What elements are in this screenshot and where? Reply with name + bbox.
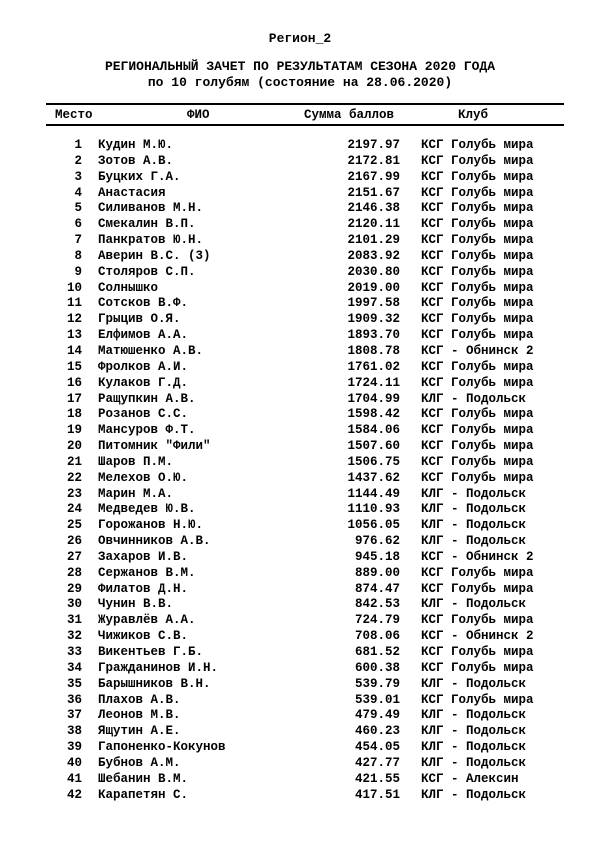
table-row	[0, 566, 600, 582]
place-cell: 39	[66, 740, 82, 755]
header-rule	[46, 124, 564, 126]
place-cell: 30	[66, 597, 82, 612]
name-cell: Мелехов О.Ю.	[98, 470, 189, 485]
name-cell: Аверин В.С. (3)	[98, 248, 211, 263]
place-cell: 9	[74, 264, 82, 279]
table-row	[0, 344, 600, 360]
sum-cell: 2167.99	[347, 169, 400, 184]
place-cell: 27	[66, 549, 82, 564]
name-cell: Панкратов Ю.Н.	[98, 233, 204, 248]
sum-cell: 1056.05	[347, 518, 400, 533]
club-cell: КСГ Голубь мира	[421, 454, 534, 469]
sum-cell: 2019.00	[347, 280, 400, 295]
sum-cell: 600.38	[354, 660, 400, 675]
club-cell: КЛГ - Подольск	[421, 787, 527, 802]
header-place: Место	[55, 108, 93, 122]
table-row	[0, 201, 600, 217]
name-cell: Солнышко	[98, 280, 159, 295]
club-cell: КСГ Голубь мира	[421, 375, 534, 390]
table-row	[0, 170, 600, 186]
table-row	[0, 138, 600, 154]
club-cell: КСГ Голубь мира	[421, 359, 534, 374]
club-cell: КЛГ - Подольск	[421, 534, 527, 549]
table-row	[0, 455, 600, 471]
place-cell: 10	[66, 280, 82, 295]
club-cell: КСГ Голубь мира	[421, 138, 534, 152]
table-row	[0, 613, 600, 629]
sum-cell: 1893.70	[347, 328, 400, 343]
club-cell: КСГ Голубь мира	[421, 407, 534, 422]
sum-cell: 2197.97	[347, 138, 400, 152]
sum-cell: 2120.11	[347, 217, 400, 232]
name-cell: Буцких Г.А.	[98, 169, 181, 184]
place-cell: 5	[74, 201, 82, 216]
sum-cell: 842.53	[354, 597, 400, 612]
header-club: Клуб	[458, 108, 489, 122]
results-table	[0, 138, 600, 803]
table-row	[0, 233, 600, 249]
club-cell: КСГ Голубь мира	[421, 153, 534, 168]
place-cell: 3	[74, 169, 82, 184]
sum-cell: 1437.62	[347, 470, 400, 485]
sum-cell: 2172.81	[347, 153, 400, 168]
name-cell: Розанов С.С.	[98, 407, 189, 422]
name-cell: Барышников В.Н.	[98, 676, 211, 691]
name-cell: Чунин В.В.	[98, 597, 174, 612]
place-cell: 15	[66, 359, 82, 374]
sum-cell: 2030.80	[347, 264, 400, 279]
club-cell: КСГ - Алексин	[421, 771, 519, 786]
table-row	[0, 534, 600, 550]
table-row	[0, 360, 600, 376]
table-row	[0, 217, 600, 233]
sum-cell: 708.06	[354, 629, 400, 644]
club-cell: КСГ - Обнинск 2	[421, 549, 534, 564]
table-row	[0, 693, 600, 709]
club-cell: КСГ Голубь мира	[421, 296, 534, 311]
name-cell: Бубнов А.М.	[98, 755, 181, 770]
place-cell: 11	[66, 296, 82, 311]
name-cell: Фролков А.И.	[98, 359, 189, 374]
sum-cell: 1761.02	[347, 359, 400, 374]
sum-cell: 1808.78	[347, 343, 400, 358]
name-cell: Захаров И.В.	[98, 549, 189, 564]
place-cell: 35	[66, 676, 82, 691]
place-cell: 41	[66, 771, 82, 786]
name-cell: Столяров С.П.	[98, 264, 196, 279]
club-cell: КСГ Голубь мира	[421, 233, 534, 248]
sum-cell: 1507.60	[347, 439, 400, 454]
place-cell: 6	[74, 217, 82, 232]
sum-cell: 417.51	[354, 787, 400, 802]
table-row	[0, 597, 600, 613]
sum-cell: 724.79	[354, 613, 400, 628]
table-row	[0, 376, 600, 392]
club-cell: КЛГ - Подольск	[421, 518, 527, 533]
place-cell: 12	[66, 312, 82, 327]
table-row	[0, 661, 600, 677]
name-cell: Шаров П.М.	[98, 454, 174, 469]
name-cell: Кулаков Г.Д.	[98, 375, 189, 390]
sum-cell: 1584.06	[347, 423, 400, 438]
name-cell: Медведев Ю.В.	[98, 502, 196, 517]
place-cell: 42	[66, 787, 82, 802]
place-cell: 23	[66, 486, 82, 501]
top-rule	[46, 103, 564, 105]
club-cell: КЛГ - Подольск	[421, 708, 527, 723]
name-cell: Гапоненко-Кокунов	[98, 740, 226, 755]
table-row	[0, 788, 600, 804]
table-row	[0, 487, 600, 503]
sum-cell: 1909.32	[347, 312, 400, 327]
place-cell: 26	[66, 534, 82, 549]
table-row	[0, 471, 600, 487]
club-cell: КЛГ - Подольск	[421, 502, 527, 517]
club-cell: КСГ - Обнинск 2	[421, 343, 534, 358]
table-row	[0, 724, 600, 740]
place-cell: 31	[66, 613, 82, 628]
name-cell: Питомник "Фили"	[98, 439, 211, 454]
sum-cell: 945.18	[354, 549, 400, 564]
place-cell: 36	[66, 692, 82, 707]
name-cell: Плахов А.В.	[98, 692, 181, 707]
club-cell: КСГ Голубь мира	[421, 692, 534, 707]
table-row	[0, 423, 600, 439]
table-row	[0, 550, 600, 566]
table-row	[0, 740, 600, 756]
place-cell: 25	[66, 518, 82, 533]
name-cell: Грыцив О.Я.	[98, 312, 181, 327]
sum-cell: 1598.42	[347, 407, 400, 422]
sum-cell: 539.79	[354, 676, 400, 691]
sum-cell: 2101.29	[347, 233, 400, 248]
club-cell: КЛГ - Подольск	[421, 676, 527, 691]
name-cell: Филатов Д.Н.	[98, 581, 189, 596]
place-cell: 20	[66, 439, 82, 454]
club-cell: КЛГ - Подольск	[421, 391, 527, 406]
club-cell: КЛГ - Подольск	[421, 486, 527, 501]
name-cell: Анастасия	[98, 185, 166, 200]
name-cell: Ящутин А.Е.	[98, 724, 181, 739]
place-cell: 22	[66, 470, 82, 485]
sum-cell: 539.01	[354, 692, 400, 707]
place-cell: 24	[66, 502, 82, 517]
sum-cell: 1506.75	[347, 454, 400, 469]
sum-cell: 1704.99	[347, 391, 400, 406]
place-cell: 32	[66, 629, 82, 644]
region-label: Регион_2	[268, 31, 332, 46]
club-cell: КСГ Голубь мира	[421, 264, 534, 279]
name-cell: Елфимов А.А.	[98, 328, 189, 343]
sum-cell: 889.00	[354, 565, 400, 580]
club-cell: КСГ Голубь мира	[421, 660, 534, 675]
place-cell: 2	[74, 153, 82, 168]
name-cell: Чижиков С.В.	[98, 629, 189, 644]
place-cell: 33	[66, 645, 82, 659]
club-cell: КСГ Голубь мира	[421, 328, 534, 343]
table-row	[0, 265, 600, 281]
place-cell: 14	[66, 343, 82, 358]
name-cell: Журавлёв А.А.	[98, 613, 196, 628]
sum-cell: 421.55	[354, 771, 400, 786]
sum-cell: 460.23	[354, 724, 400, 739]
name-cell: Шебанин В.М.	[98, 771, 189, 786]
table-row	[0, 281, 600, 297]
name-cell: Гражданинов И.Н.	[98, 660, 219, 675]
name-cell: Зотов А.В.	[98, 153, 174, 168]
sum-cell: 454.05	[354, 740, 400, 755]
name-cell: Леонов М.В.	[98, 708, 181, 723]
name-cell: Сотсков В.Ф.	[98, 296, 189, 311]
club-cell: КСГ Голубь мира	[421, 201, 534, 216]
table-row	[0, 186, 600, 202]
name-cell: Кудин М.Ю.	[98, 138, 174, 152]
club-cell: КСГ Голубь мира	[421, 217, 534, 232]
table-row	[0, 756, 600, 772]
club-cell: КЛГ - Подольск	[421, 740, 527, 755]
table-row	[0, 249, 600, 265]
name-cell: Мансуров Ф.Т.	[98, 423, 196, 438]
table-row	[0, 518, 600, 534]
place-cell: 13	[66, 328, 82, 343]
place-cell: 38	[66, 724, 82, 739]
table-row	[0, 708, 600, 724]
club-cell: КСГ Голубь мира	[421, 248, 534, 263]
table-row	[0, 502, 600, 518]
club-cell: КСГ - Обнинск 2	[421, 629, 534, 644]
header-name: ФИО	[187, 108, 210, 122]
sum-cell: 1997.58	[347, 296, 400, 311]
name-cell: Силиванов М.Н.	[98, 201, 204, 216]
header-sum: Сумма баллов	[304, 108, 395, 122]
sum-cell: 681.52	[354, 645, 400, 659]
place-cell: 34	[66, 660, 82, 675]
table-row	[0, 154, 600, 170]
sum-cell: 874.47	[354, 581, 400, 596]
sum-cell: 2151.67	[347, 185, 400, 200]
table-row	[0, 312, 600, 328]
place-cell: 18	[66, 407, 82, 422]
club-cell: КСГ Голубь мира	[421, 312, 534, 327]
place-cell: 16	[66, 375, 82, 390]
table-row	[0, 439, 600, 455]
club-cell: КСГ Голубь мира	[421, 439, 534, 454]
club-cell: КЛГ - Подольск	[421, 755, 527, 770]
place-cell: 28	[66, 565, 82, 580]
name-cell: Матюшенко А.В.	[98, 343, 204, 358]
table-row	[0, 582, 600, 598]
sum-cell: 1724.11	[347, 375, 400, 390]
sum-cell: 976.62	[354, 534, 400, 549]
document-subtitle: по 10 голубям (состояние на 28.06.2020)	[147, 75, 453, 90]
sum-cell: 1144.49	[347, 486, 400, 501]
name-cell: Карапетян С.	[98, 787, 189, 802]
club-cell: КСГ Голубь мира	[421, 169, 534, 184]
name-cell: Смекалин В.П.	[98, 217, 196, 232]
place-cell: 29	[66, 581, 82, 596]
document-title: РЕГИОНАЛЬНЫЙ ЗАЧЕТ ПО РЕЗУЛЬТАТАМ СЕЗОНА 2020 ГОДА	[104, 59, 496, 74]
table-row	[0, 645, 600, 661]
club-cell: КСГ Голубь мира	[421, 581, 534, 596]
sum-cell: 1110.93	[347, 502, 400, 517]
table-row	[0, 677, 600, 693]
name-cell: Викентьев Г.Б.	[98, 645, 204, 659]
table-row	[0, 407, 600, 423]
place-cell: 37	[66, 708, 82, 723]
place-cell: 8	[74, 248, 82, 263]
club-cell: КСГ Голубь мира	[421, 470, 534, 485]
club-cell: КСГ Голубь мира	[421, 613, 534, 628]
club-cell: КСГ Голубь мира	[421, 423, 534, 438]
place-cell: 19	[66, 423, 82, 438]
table-row	[0, 629, 600, 645]
table-row	[0, 772, 600, 788]
club-cell: КСГ Голубь мира	[421, 280, 534, 295]
place-cell: 21	[66, 454, 82, 469]
sum-cell: 2146.38	[347, 201, 400, 216]
table-row	[0, 296, 600, 312]
club-cell: КСГ Голубь мира	[421, 645, 534, 659]
club-cell: КЛГ - Подольск	[421, 724, 527, 739]
name-cell: Ращупкин А.В.	[98, 391, 196, 406]
name-cell: Овчинников А.В.	[98, 534, 211, 549]
name-cell: Горожанов Н.Ю.	[98, 518, 204, 533]
name-cell: Сержанов В.М.	[98, 565, 196, 580]
name-cell: Марин М.А.	[98, 486, 174, 501]
sum-cell: 427.77	[354, 755, 400, 770]
sum-cell: 479.49	[354, 708, 400, 723]
place-cell: 40	[66, 755, 82, 770]
club-cell: КСГ Голубь мира	[421, 565, 534, 580]
table-row	[0, 328, 600, 344]
table-row	[0, 392, 600, 408]
place-cell: 4	[74, 185, 82, 200]
club-cell: КЛГ - Подольск	[421, 597, 527, 612]
club-cell: КСГ Голубь мира	[421, 185, 534, 200]
place-cell: 1	[74, 138, 82, 152]
place-cell: 7	[74, 233, 82, 248]
place-cell: 17	[66, 391, 82, 406]
sum-cell: 2083.92	[347, 248, 400, 263]
